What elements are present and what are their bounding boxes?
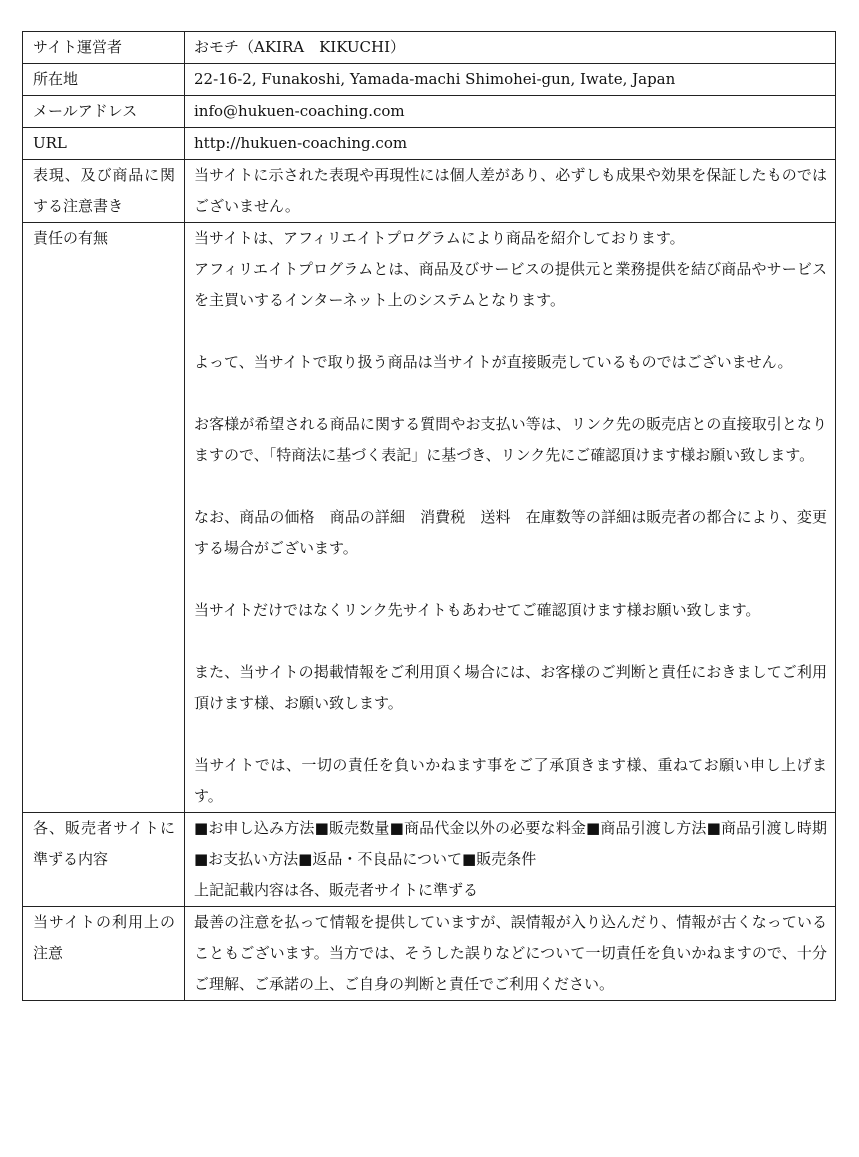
location-value: 22-16-2, Funakoshi, Yamada-machi Shimohei-gun, Iwate, Japan (185, 64, 836, 96)
email-label: メールアドレス (23, 96, 185, 128)
usage-value: 最善の注意を払って情報を提供していますが、誤情報が入り込んだり、情報が古くなっていることもございます。当方では、そうした誤りなどについて一切責任を負いかねますので、十分ご理解、ご承諾の上、ご自身の判断と責任でご利用ください。 (185, 907, 836, 1001)
table-row-responsibility (23, 223, 836, 813)
table-row-email (23, 96, 836, 128)
url-label: URL (23, 128, 185, 160)
site-info-table (22, 31, 836, 1001)
seller-note: 上記記載内容は各、販売者サイトに準ずる (194, 881, 478, 899)
responsibility-paragraph: 当サイトは、アフィリエイトプログラムにより商品を紹介しております。 (194, 229, 685, 247)
operator-value: おモチ（AKIRA KIKUCHI） (185, 32, 836, 64)
paragraph-gap (194, 626, 827, 657)
table-row-usage (23, 907, 836, 1001)
paragraph-gap (194, 471, 827, 502)
table-row-expression (23, 160, 836, 223)
seller-items: ■お申し込み方法■販売数量■商品代金以外の必要な料金■商品引渡し方法■商品引渡し時期■お支払い方法■返品・不良品について■販売条件 (194, 819, 827, 868)
email-value: info@hukuen-coaching.com (185, 96, 836, 128)
paragraph-gap (194, 719, 827, 750)
url-value: http://hukuen-coaching.com (185, 128, 836, 160)
table-row-operator (23, 32, 836, 64)
usage-label: 当サイトの利用上の注意 (23, 907, 185, 1001)
location-label: 所在地 (23, 64, 185, 96)
seller-label: 各、販売者サイトに準ずる内容 (23, 813, 185, 907)
responsibility-value (185, 223, 836, 813)
responsibility-paragraph: よって、当サイトで取り扱う商品は当サイトが直接販売しているものではございません。 (194, 353, 793, 371)
responsibility-paragraph: 当サイトだけではなくリンク先サイトもあわせてご確認頂けます様お願い致します。 (194, 601, 761, 619)
expression-value: 当サイトに示された表現や再現性には個人差があり、必ずしも成果や効果を保証したものではございません。 (185, 160, 836, 223)
table-row-url (23, 128, 836, 160)
responsibility-label: 責任の有無 (23, 223, 185, 813)
responsibility-paragraph: なお、商品の価格 商品の詳細 消費税 送料 在庫数等の詳細は販売者の都合により、変更する場合がございます。 (194, 508, 827, 557)
paragraph-gap (194, 316, 827, 347)
paragraph-gap (194, 564, 827, 595)
paragraph-gap (194, 378, 827, 409)
operator-label: サイト運営者 (23, 32, 185, 64)
responsibility-paragraph: 当サイトでは、一切の責任を負いかねます事をご了承頂きます様、重ねてお願い申し上げます。 (194, 756, 827, 805)
responsibility-paragraph: また、当サイトの掲載情報をご利用頂く場合には、お客様のご判断と責任におきましてご利用頂けます様、お願い致します。 (194, 663, 827, 712)
expression-label: 表現、及び商品に関する注意書き (23, 160, 185, 223)
responsibility-paragraph: お客様が希望される商品に関する質問やお支払い等は、リンク先の販売店との直接取引となりますので、「特商法に基づく表記」に基づき、リンク先にご確認頂けます様お願い致します。 (194, 415, 827, 464)
responsibility-paragraph: アフィリエイトプログラムとは、商品及びサービスの提供元と業務提供を結び商品やサービスを主買いするインターネット上のシステムとなります。 (194, 260, 827, 309)
table-row-seller (23, 813, 836, 907)
seller-value (185, 813, 836, 907)
table-row-location (23, 64, 836, 96)
